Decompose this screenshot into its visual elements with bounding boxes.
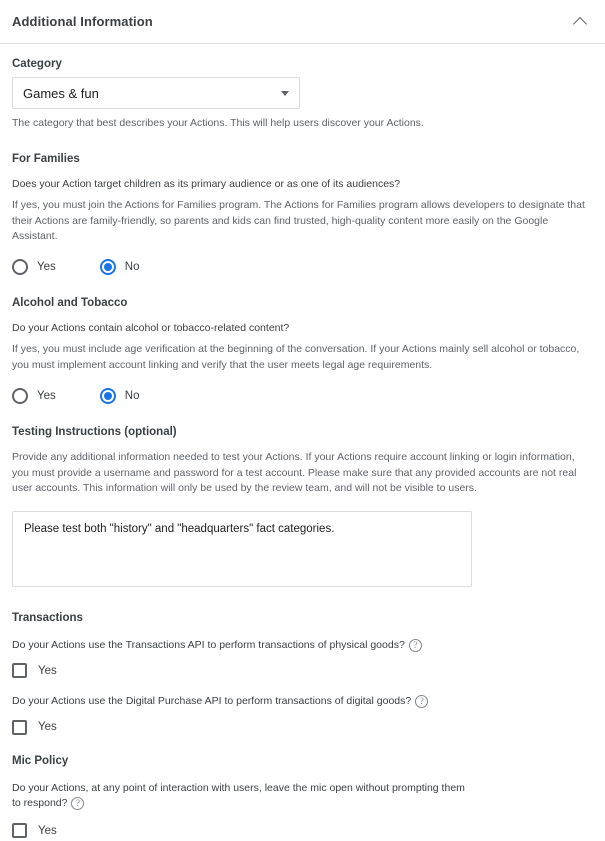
mic-policy-question-line1: Do your Actions, at any point of interaction with users, leave the mic open without prompting them: [12, 781, 465, 794]
radio-icon-unchecked: [12, 388, 28, 404]
transactions-digital-checkbox-row[interactable]: [12, 720, 593, 735]
alcohol-tobacco-description: If yes, you must include age verification at the beginning of the conversation. If your Actions mainly sell alcohol or tobacco, you must implement account linking and verify that the user meets legal age requirements.: [12, 343, 580, 372]
alcohol-tobacco-option-yes-label: Yes: [37, 389, 56, 402]
alcohol-tobacco-question: Do your Actions contain alcohol or tobacco-related content?: [12, 322, 290, 335]
transactions-title: Transactions: [12, 612, 83, 625]
transactions-physical-checkbox-row[interactable]: [12, 663, 593, 678]
checkbox-icon-unchecked: [12, 663, 27, 678]
transactions-physical-question: Do your Actions use the Transactions API to perform transactions of physical goods?: [12, 639, 405, 652]
for-families-question: Does your Action target children as its primary audience or as one of its audiences?: [12, 177, 401, 190]
transactions-physical-checkbox-label: Yes: [38, 664, 57, 677]
testing-instructions-description: Provide any additional information needed to test your Actions. If your Actions require account linking or login information, you must provide a username and password for a test account. Please make sure that any provided accounts are not real user accounts. This information will only be used by the review team, and will not be visible to users.: [12, 450, 577, 495]
alcohol-tobacco-title: Alcohol and Tobacco: [12, 297, 128, 310]
page-title: Additional Information: [12, 14, 153, 29]
chevron-down-icon: [281, 91, 289, 96]
testing-instructions-input[interactable]: [12, 511, 472, 587]
checkbox-icon-unchecked: [12, 720, 27, 735]
category-helper-text: The category that best describes your Actions. This will help users discover your Actions.: [12, 117, 424, 129]
radio-icon-checked: [100, 388, 116, 404]
checkbox-icon-unchecked: [12, 823, 27, 838]
mic-policy-question-row2: [12, 796, 593, 811]
for-families-option-no-label: No: [124, 261, 140, 274]
for-families-option-no[interactable]: [100, 259, 140, 275]
transactions-physical-question-row: [12, 638, 593, 653]
radio-icon-checked: [100, 259, 116, 275]
section-header: [0, 0, 605, 44]
mic-policy-checkbox-row[interactable]: [12, 823, 593, 838]
testing-instructions-title: Testing Instructions (optional): [12, 425, 177, 438]
mic-policy-checkbox-label: Yes: [38, 824, 57, 837]
form-body: [0, 44, 605, 838]
for-families-option-yes[interactable]: [12, 259, 56, 275]
for-families-option-yes-label: Yes: [37, 261, 56, 274]
for-families-radio-group: [12, 259, 593, 275]
category-select[interactable]: [12, 77, 300, 109]
category-selected-value: Games & fun: [23, 85, 99, 101]
chevron-up-icon[interactable]: [573, 14, 589, 30]
mic-policy-question-line2: to respond?: [12, 796, 68, 809]
help-icon[interactable]: ?: [415, 695, 428, 708]
alcohol-tobacco-option-yes[interactable]: [12, 388, 56, 404]
help-icon[interactable]: ?: [71, 797, 84, 810]
transactions-digital-checkbox-label: Yes: [38, 721, 57, 734]
mic-policy-title: Mic Policy: [12, 754, 69, 767]
alcohol-tobacco-option-no[interactable]: [100, 388, 140, 404]
alcohol-tobacco-radio-group: [12, 388, 593, 404]
for-families-description: If yes, you must join the Actions for Families program. The Actions for Families program allows developers to designate that their Actions are family-friendly, so parents and kids can find trusted, high-quality content more easily on the Google Assistant.: [12, 198, 585, 243]
radio-icon-unchecked: [12, 259, 28, 275]
transactions-digital-question: Do your Actions use the Digital Purchase API to perform transactions of digital goods?: [12, 695, 412, 708]
help-icon[interactable]: ?: [409, 639, 422, 652]
transactions-digital-question-row: [12, 694, 593, 709]
alcohol-tobacco-option-no-label: No: [124, 389, 140, 402]
category-label: Category: [12, 58, 62, 70]
for-families-title: For Families: [12, 152, 80, 165]
